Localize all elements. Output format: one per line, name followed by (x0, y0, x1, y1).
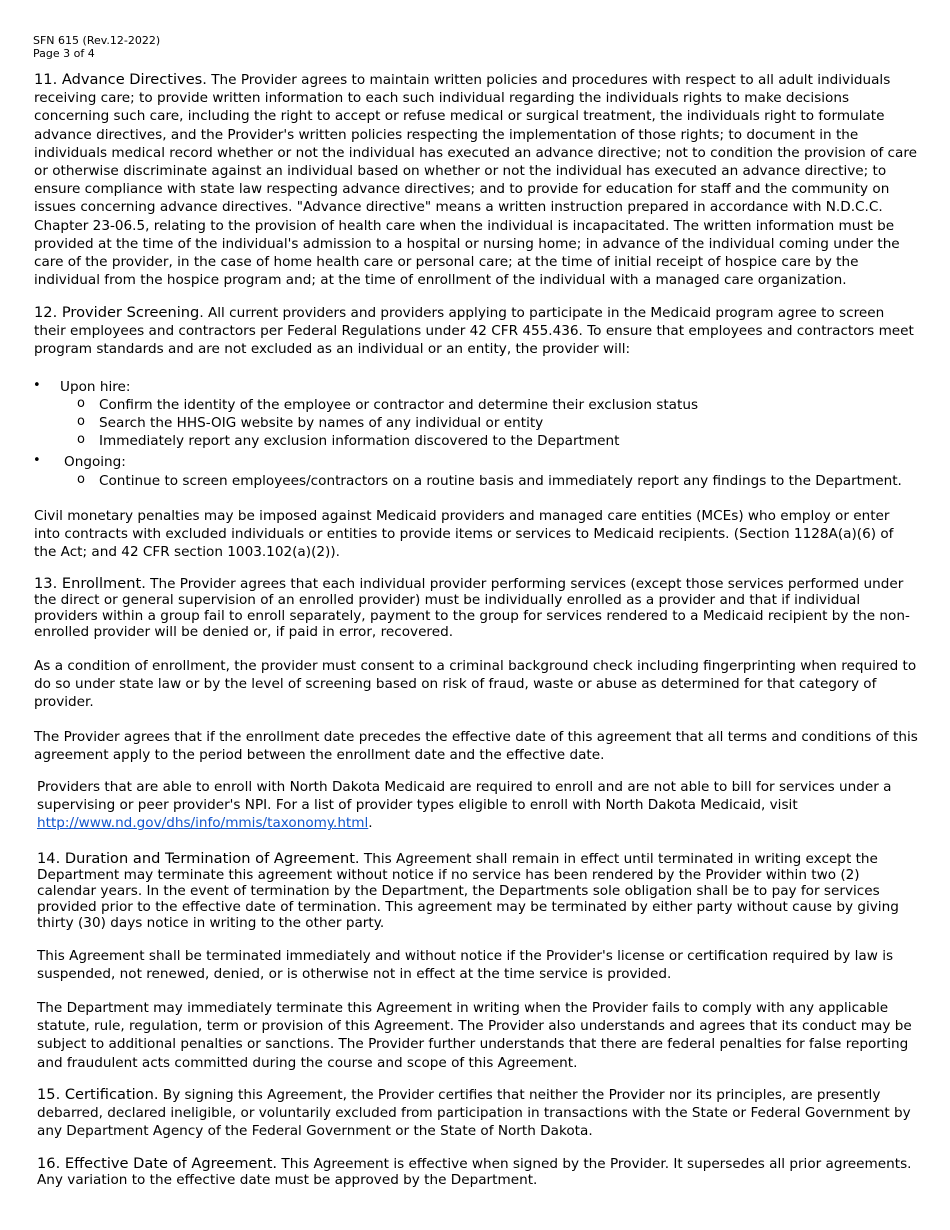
section-13-paragraph-2: As a condition of enrollment, the provider must consent to a criminal background check including fingerprinting when required to do so under state law or by the level of screening based on risk of fraud, waste or abuse as determined for that category of provider. (34, 658, 917, 711)
bullet-glyph: • (33, 378, 41, 393)
section-15-heading: 15. Certification. (37, 1086, 159, 1103)
section-16-heading: 16. Effective Date of Agreement. (37, 1155, 278, 1172)
bullet-glyph: • (33, 453, 41, 468)
sub-bullet-glyph: o (77, 432, 85, 447)
section-14-text: This Agreement shall remain in effect until terminated in writing except the Department may terminate this agreement without notice if no service has been rendered by the Provider within two (2) calendar years. In the event of termination by the Department, the Departments sole obligation shall be to pay for services provided prior to the effective date of termination. This agreement may be terminated by either party without cause by giving thirty (30) days notice in writing to the other party. (37, 851, 899, 931)
section-13-text: The Provider agrees that each individual provider performing services (except those services performed under the direct or general supervision of an enrolled provider) must be individually enrolled as a provider and that if individual providers within a group fail to enroll separately, payment to the group for services rendered to a Medicaid recipient by the non-enrolled provider will be denied or, if paid in error, recovered. (34, 576, 910, 640)
bullet-item: Confirm the identity of the employee or contractor and determine their exclusion status (99, 397, 699, 413)
section-14-paragraph-2: This Agreement shall be terminated immediately and without notice if the Provider's license or certification required by law is suspended, not renewed, denied, or is otherwise not in effect at the time service is provided. (37, 948, 894, 983)
section-16-effective-date (37, 1156, 921, 1188)
section-11-heading: 11. Advance Directives. (34, 71, 207, 88)
taxonomy-link[interactable]: http://www.nd.gov/dhs/info/mmis/taxonomy.html (37, 815, 369, 832)
section-14-heading: 14. Duration and Termination of Agreement. (37, 850, 360, 867)
form-header (33, 34, 160, 60)
section-14-duration-termination (37, 851, 923, 931)
section-13-paragraph-4 (37, 778, 905, 833)
civil-penalties-paragraph: Civil monetary penalties may be imposed against Medicaid providers and managed care entities (MCEs) who employ or enter into contracts with excluded individuals or entities to provide items or services to Medicaid recipients. (Section 1128A(a)(6) of the Act; and 42 CFR section 1003.102(a)(2)). (34, 508, 894, 561)
npi-text: Providers that are able to enroll with North Dakota Medicaid are required to enroll and are not able to bill for services under a supervising or peer provider's NPI. For a list of provider types eligible to enroll with North Dakota Medicaid, visit (37, 779, 892, 814)
section-12-heading: 12. Provider Screening (34, 304, 200, 321)
section-16-text: This Agreement is effective when signed by the Provider. It supersedes all prior agreements. Any variation to the effective date must be approved by the Department. (37, 1156, 912, 1188)
section-11-text: The Provider agrees to maintain written policies and procedures with respect to all adult individuals receiving care; to provide written information to each such individual regarding the individuals rights to make decisions concerning such care, including the right to accept or refuse medical or surgical treatment, the individuals right to formulate advance directives, and the Provider's written policies respecting the implementation of those rights; to document in the individuals medical record whether or not the individual has executed an advance directive; not to condition the provision of care or otherwise discriminate against an individual based on whether or not the individual has executed an advance directive; to ensure compliance with state law respecting advance directives; and to provide for education for staff and the community on issues concerning advance directives. "Advance directive" means a written instruction prepared in accordance with N.D.C.C. Chapter 23-06.5, relating to the provision of health care when the individual is incapacitated. The written information must be provided at the time of the individual's admission to a hospital or nursing home; in advance of the individual coming under the care of the provider, in the case of home health care or personal care; at the time of initial receipt of hospice care by the individual from the hospice program and; at the time of enrollment of the individual with a managed care organization. (34, 72, 918, 289)
bullet-ongoing: Ongoing: (64, 454, 126, 470)
bullet-upon-hire: Upon hire: (60, 379, 131, 395)
section-13-enrollment (34, 576, 920, 640)
npi-text-end: . (368, 815, 373, 832)
bullet-item: Continue to screen employees/contractors on a routine basis and immediately report any findings to the Department. (99, 473, 902, 489)
page-number: Page 3 of 4 (33, 47, 95, 60)
form-id: SFN 615 (Rev.12-2022) (33, 34, 161, 47)
section-12-text: . All current providers and providers applying to participate in the Medicaid program agree to screen their employees and contractors per Federal Regulations under 42 CFR 455.436. To ensure that employees and contractors meet program standards and are not excluded as an individual or an entity, the provider will: (34, 305, 914, 358)
bullet-item: Search the HHS-OIG website by names of any individual or entity (99, 415, 544, 431)
section-11-advance-directives (34, 71, 918, 289)
sub-bullet-glyph: o (77, 472, 85, 487)
section-15-certification (37, 1086, 917, 1141)
section-12-provider-screening (34, 304, 918, 359)
section-14-paragraph-3: The Department may immediately terminate this Agreement in writing when the Provider fails to comply with any applicable statute, rule, regulation, term or provision of this Agreement. The Provider also understands and agrees that its conduct may be subject to additional penalties or sanctions. The Provider further understands that there are federal penalties for false reporting and fraudulent acts committed during the course and scope of this Agreement. (37, 1000, 912, 1071)
section-13-heading: 13. Enrollment. (34, 575, 146, 592)
section-13-paragraph-3: The Provider agrees that if the enrollment date precedes the effective date of this agreement that all terms and conditions of this agreement apply to the period between the enrollment date and the effective date. (34, 729, 918, 764)
sub-bullet-glyph: o (77, 396, 85, 411)
bullet-item: Immediately report any exclusion information discovered to the Department (99, 433, 620, 449)
sub-bullet-glyph: o (77, 414, 85, 429)
section-15-text: By signing this Agreement, the Provider certifies that neither the Provider nor its principles, are presently debarred, declared ineligible, or voluntarily excluded from participation in transactions with the State or Federal Government by any Department Agency of the Federal Government or the State of North Dakota. (37, 1087, 911, 1140)
